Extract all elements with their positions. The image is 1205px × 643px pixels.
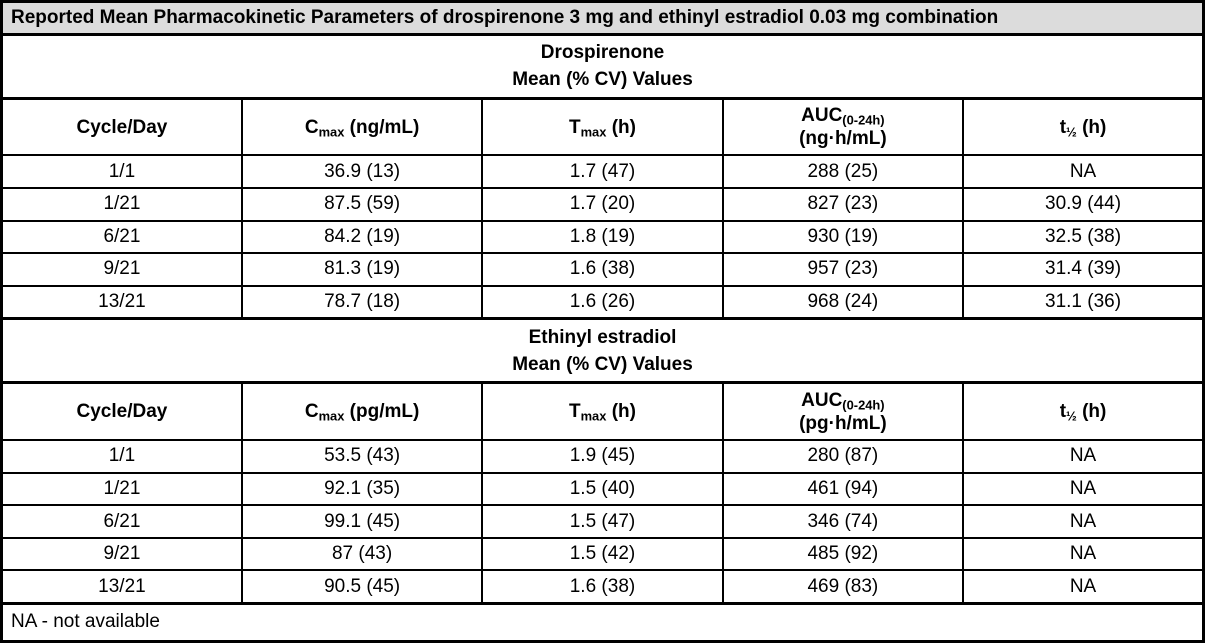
cell-thalf: NA xyxy=(963,505,1203,538)
section-header-ethinyl-estradiol xyxy=(2,319,1204,383)
cell-cycle-day: 13/21 xyxy=(2,570,242,603)
column-header-tmax: $T_{max}$ (h) xyxy=(482,383,722,440)
section-header-drospirenone xyxy=(2,34,1204,98)
cell-tmax: 1.7 (47) xyxy=(482,155,722,188)
cell-thalf: NA xyxy=(963,570,1203,603)
table-row xyxy=(2,538,1204,571)
column-header-cycle-day: Cycle/Day xyxy=(2,98,242,155)
section-name: Drospirenone xyxy=(540,42,665,64)
cell-auc: 930 (19) xyxy=(723,221,963,254)
cell-cmax: 87 (43) xyxy=(242,538,482,571)
cell-thalf: 32.5 (38) xyxy=(963,221,1203,254)
cell-thalf: 31.1 (36) xyxy=(963,286,1203,319)
cell-auc: 957 (23) xyxy=(723,253,963,286)
cell-tmax: 1.6 (38) xyxy=(482,570,722,603)
table-title-row xyxy=(2,2,1204,35)
cell-cycle-day: 1/21 xyxy=(2,473,242,506)
cell-cycle-day: 6/21 xyxy=(2,221,242,254)
column-header-cmax: $C_{max}$ (ng/mL) xyxy=(242,98,482,155)
footnote-row xyxy=(2,603,1204,641)
cell-cmax: 99.1 (45) xyxy=(242,505,482,538)
cell-cmax: 84.2 (19) xyxy=(242,221,482,254)
column-header-cmax: $C_{max}$ (pg/mL) xyxy=(242,383,482,440)
cell-cmax: 36.9 (13) xyxy=(242,155,482,188)
cell-tmax: 1.5 (47) xyxy=(482,505,722,538)
cell-cycle-day: 1/21 xyxy=(2,188,242,221)
table-row xyxy=(2,286,1204,319)
cell-auc: 280 (87) xyxy=(723,440,963,473)
table-row xyxy=(2,221,1204,254)
table-row xyxy=(2,505,1204,538)
cell-tmax: 1.6 (38) xyxy=(482,253,722,286)
cell-cycle-day: 1/1 xyxy=(2,440,242,473)
section-subtitle: Mean (% CV) Values xyxy=(512,353,693,375)
cell-cycle-day: 13/21 xyxy=(2,286,242,319)
cell-cmax: 92.1 (35) xyxy=(242,473,482,506)
table-row xyxy=(2,473,1204,506)
cell-cmax: 78.7 (18) xyxy=(242,286,482,319)
section-name: Ethinyl estradiol xyxy=(528,326,677,348)
cell-thalf: NA xyxy=(963,440,1203,473)
column-header-tmax: $T_{max}$ (h) xyxy=(482,98,722,155)
column-header-row xyxy=(2,383,1204,440)
cell-tmax: 1.6 (26) xyxy=(482,286,722,319)
cell-cycle-day: 9/21 xyxy=(2,253,242,286)
cell-thalf: 30.9 (44) xyxy=(963,188,1203,221)
table-title: Reported Mean Pharmacokinetic Parameters of drospirenone 3 mg and ethinyl estradiol 0.03 mg combination xyxy=(2,2,1204,35)
column-header-auc: $AUC_{(0-24h)}$ (ng·h/mL) xyxy=(723,98,963,155)
column-header-thalf: $t_{\frac{1}{2}}$ (h) xyxy=(963,98,1203,155)
cell-tmax: 1.5 (42) xyxy=(482,538,722,571)
column-header-thalf: $t_{\frac{1}{2}}$ (h) xyxy=(963,383,1203,440)
cell-thalf: NA xyxy=(963,155,1203,188)
cell-auc: 288 (25) xyxy=(723,155,963,188)
footnote: NA - not available xyxy=(2,603,1204,641)
cell-auc: 827 (23) xyxy=(723,188,963,221)
cell-cycle-day: 6/21 xyxy=(2,505,242,538)
cell-auc: 461 (94) xyxy=(723,473,963,506)
cell-tmax: 1.7 (20) xyxy=(482,188,722,221)
cell-cmax: 87.5 (59) xyxy=(242,188,482,221)
column-header-cycle-day: Cycle/Day xyxy=(2,383,242,440)
column-header-auc: $AUC_{(0-24h)}$ (pg·h/mL) xyxy=(723,383,963,440)
cell-tmax: 1.9 (45) xyxy=(482,440,722,473)
cell-auc: 469 (83) xyxy=(723,570,963,603)
cell-auc: 346 (74) xyxy=(723,505,963,538)
cell-auc: 485 (92) xyxy=(723,538,963,571)
cell-thalf: NA xyxy=(963,473,1203,506)
table-row xyxy=(2,188,1204,221)
cell-cmax: 81.3 (19) xyxy=(242,253,482,286)
cell-cmax: 53.5 (43) xyxy=(242,440,482,473)
cell-thalf: NA xyxy=(963,538,1203,571)
cell-cycle-day: 9/21 xyxy=(2,538,242,571)
column-header-row xyxy=(2,98,1204,155)
cell-thalf: 31.4 (39) xyxy=(963,253,1203,286)
table-row xyxy=(2,440,1204,473)
section-subtitle: Mean (% CV) Values xyxy=(512,69,693,91)
table-row xyxy=(2,570,1204,603)
table-row xyxy=(2,253,1204,286)
table-row xyxy=(2,155,1204,188)
cell-cmax: 90.5 (45) xyxy=(242,570,482,603)
cell-cycle-day: 1/1 xyxy=(2,155,242,188)
cell-auc: 968 (24) xyxy=(723,286,963,319)
cell-tmax: 1.8 (19) xyxy=(482,221,722,254)
cell-tmax: 1.5 (40) xyxy=(482,473,722,506)
